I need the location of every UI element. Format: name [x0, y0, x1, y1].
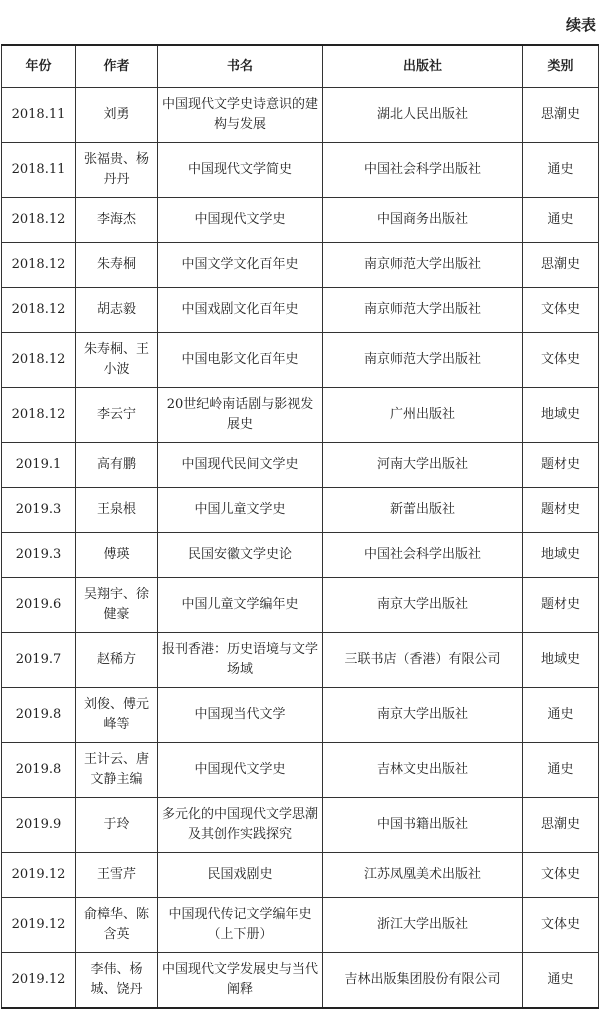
table-row [2, 388, 599, 443]
cell-year: 2018.12 [2, 333, 76, 388]
table-row [2, 88, 599, 143]
cell-publisher: 新蕾出版社 [323, 488, 523, 533]
cell-author: 俞樟华、陈含英 [76, 898, 158, 953]
header-row [2, 45, 599, 88]
cell-title: 中国现当代文学 [158, 688, 323, 743]
cell-category: 文体史 [523, 898, 599, 953]
cell-title: 中国现代文学史 [158, 198, 323, 243]
table-row [2, 243, 599, 288]
table-row [2, 578, 599, 633]
cell-author: 于玲 [76, 798, 158, 853]
cell-publisher: 江苏凤凰美术出版社 [323, 853, 523, 898]
cell-author: 高有鹏 [76, 443, 158, 488]
cell-category: 地域史 [523, 633, 599, 688]
cell-publisher: 南京大学出版社 [323, 578, 523, 633]
cell-author: 王雪芹 [76, 853, 158, 898]
cell-publisher: 南京大学出版社 [323, 688, 523, 743]
cell-author: 张福贵、杨丹丹 [76, 143, 158, 198]
cell-category: 通史 [523, 688, 599, 743]
cell-year: 2018.12 [2, 388, 76, 443]
cell-year: 2019.9 [2, 798, 76, 853]
cell-year: 2019.12 [2, 853, 76, 898]
cell-author: 李伟、杨城、饶丹 [76, 953, 158, 1009]
cell-category: 题材史 [523, 578, 599, 633]
cell-author: 朱寿桐、王小波 [76, 333, 158, 388]
cell-publisher: 湖北人民出版社 [323, 88, 523, 143]
cell-publisher: 南京师范大学出版社 [323, 288, 523, 333]
cell-author: 赵稀方 [76, 633, 158, 688]
cell-publisher: 吉林文史出版社 [323, 743, 523, 798]
cell-title: 中国现代文学简史 [158, 143, 323, 198]
cell-year: 2019.12 [2, 898, 76, 953]
cell-title: 中国儿童文学编年史 [158, 578, 323, 633]
table-row [2, 898, 599, 953]
cell-title: 中国现代传记文学编年史（上下册） [158, 898, 323, 953]
cell-title: 中国戏剧文化百年史 [158, 288, 323, 333]
header-year: 年份 [2, 45, 76, 88]
cell-year: 2019.1 [2, 443, 76, 488]
cell-publisher: 河南大学出版社 [323, 443, 523, 488]
header-publisher: 出版社 [323, 45, 523, 88]
cell-year: 2018.12 [2, 243, 76, 288]
cell-category: 题材史 [523, 488, 599, 533]
publication-table [1, 44, 599, 1009]
cell-title: 中国现代民间文学史 [158, 443, 323, 488]
table-row [2, 143, 599, 198]
header-author: 作者 [76, 45, 158, 88]
table-row [2, 953, 599, 1009]
cell-category: 思潮史 [523, 243, 599, 288]
header-category: 类别 [523, 45, 599, 88]
cell-author: 李海杰 [76, 198, 158, 243]
cell-title: 民国安徽文学史论 [158, 533, 323, 578]
cell-category: 文体史 [523, 288, 599, 333]
cell-category: 通史 [523, 143, 599, 198]
cell-title: 20世纪岭南话剧与影视发展史 [158, 388, 323, 443]
cell-year: 2018.11 [2, 88, 76, 143]
cell-publisher: 中国社会科学出版社 [323, 533, 523, 578]
table-row [2, 488, 599, 533]
cell-year: 2018.12 [2, 198, 76, 243]
cell-year: 2019.12 [2, 953, 76, 1009]
cell-category: 通史 [523, 743, 599, 798]
cell-category: 通史 [523, 953, 599, 1009]
cell-category: 题材史 [523, 443, 599, 488]
cell-publisher: 广州出版社 [323, 388, 523, 443]
cell-publisher: 三联书店（香港）有限公司 [323, 633, 523, 688]
table-row [2, 333, 599, 388]
cell-category: 地域史 [523, 388, 599, 443]
cell-publisher: 中国社会科学出版社 [323, 143, 523, 198]
cell-author: 胡志毅 [76, 288, 158, 333]
cell-author: 刘俊、傅元峰等 [76, 688, 158, 743]
cell-publisher: 南京师范大学出版社 [323, 333, 523, 388]
cell-year: 2019.3 [2, 533, 76, 578]
continued-label: 续表 [565, 16, 596, 34]
cell-category: 思潮史 [523, 798, 599, 853]
cell-category: 文体史 [523, 333, 599, 388]
cell-category: 地域史 [523, 533, 599, 578]
cell-author: 刘勇 [76, 88, 158, 143]
cell-title: 中国儿童文学史 [158, 488, 323, 533]
cell-title: 民国戏剧史 [158, 853, 323, 898]
table-row [2, 443, 599, 488]
cell-year: 2019.6 [2, 578, 76, 633]
table-row [2, 533, 599, 578]
cell-year: 2019.3 [2, 488, 76, 533]
table-row [2, 288, 599, 333]
table-row [2, 688, 599, 743]
cell-year: 2018.11 [2, 143, 76, 198]
table-row [2, 743, 599, 798]
cell-publisher: 吉林出版集团股份有限公司 [323, 953, 523, 1009]
cell-title: 中国现代文学史诗意识的建构与发展 [158, 88, 323, 143]
cell-publisher: 中国商务出版社 [323, 198, 523, 243]
cell-title: 中国现代文学史 [158, 743, 323, 798]
table-row [2, 198, 599, 243]
cell-author: 李云宁 [76, 388, 158, 443]
cell-author: 傅瑛 [76, 533, 158, 578]
cell-title: 中国文学文化百年史 [158, 243, 323, 288]
cell-title: 中国现代文学发展史与当代阐释 [158, 953, 323, 1009]
cell-year: 2018.12 [2, 288, 76, 333]
table-row [2, 853, 599, 898]
cell-title: 中国电影文化百年史 [158, 333, 323, 388]
cell-author: 朱寿桐 [76, 243, 158, 288]
header-title: 书名 [158, 45, 323, 88]
table-row [2, 633, 599, 688]
cell-year: 2019.8 [2, 688, 76, 743]
cell-publisher: 浙江大学出版社 [323, 898, 523, 953]
cell-author: 王泉根 [76, 488, 158, 533]
cell-year: 2019.7 [2, 633, 76, 688]
cell-year: 2019.8 [2, 743, 76, 798]
table-row [2, 798, 599, 853]
cell-title: 报刊香港：历史语境与文学场域 [158, 633, 323, 688]
cell-author: 王计云、唐文静主编 [76, 743, 158, 798]
cell-publisher: 中国书籍出版社 [323, 798, 523, 853]
cell-title: 多元化的中国现代文学思潮及其创作实践探究 [158, 798, 323, 853]
cell-category: 思潮史 [523, 88, 599, 143]
cell-author: 吴翔宇、徐健豪 [76, 578, 158, 633]
cell-publisher: 南京师范大学出版社 [323, 243, 523, 288]
cell-category: 通史 [523, 198, 599, 243]
cell-category: 文体史 [523, 853, 599, 898]
